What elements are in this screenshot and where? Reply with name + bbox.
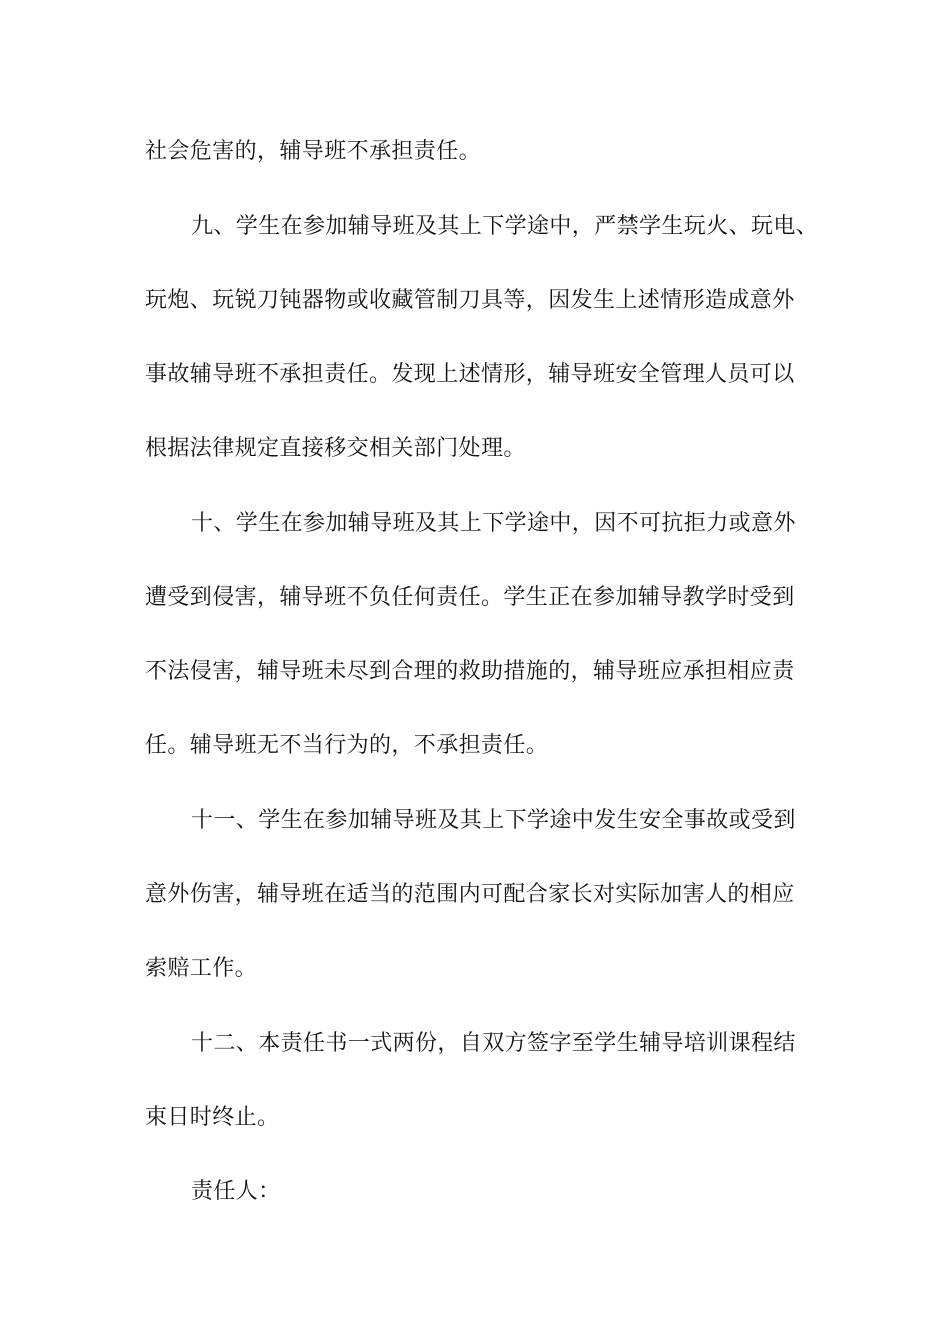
text-line: 束日时终止。: [145, 1105, 280, 1130]
clause-ten-line: 十、学生在参加辅导班及其上下学途中，因不可抗拒力或意外: [191, 511, 796, 536]
clause-nine-line: 九、学生在参加辅导班及其上下学途中，严禁学生玩火、玩电、: [191, 214, 819, 239]
clause-eleven-line: 十一、学生在参加辅导班及其上下学途中发生安全事故或受到: [191, 808, 796, 833]
text-line: 索赔工作。: [145, 956, 258, 981]
text-line: 意外伤害，辅导班在适当的范围内可配合家长对实际加害人的相应: [145, 882, 795, 907]
text-line: 根据法律规定直接移交相关部门处理。: [145, 436, 526, 461]
text-line: 任。辅导班无不当行为的，不承担责任。: [145, 733, 549, 758]
responsible-person-label: 责任人：: [191, 1179, 281, 1204]
text-line: 不法侵害，辅导班未尽到合理的救助措施的，辅导班应承担相应责: [145, 659, 795, 684]
text-line: 社会危害的，辅导班不承担责任。: [145, 139, 482, 164]
text-line: 玩炮、玩锐刀钝器物或收藏管制刀具等，因发生上述情形造成意外: [145, 288, 795, 313]
text-line: 事故辅导班不承担责任。发现上述情形，辅导班安全管理人员可以: [145, 362, 795, 387]
text-line: 遭受到侵害，辅导班不负任何责任。学生正在参加辅导教学时受到: [145, 585, 795, 610]
clause-twelve-line: 十二、本责任书一式两份，自双方签字至学生辅导培训课程结: [191, 1031, 796, 1056]
